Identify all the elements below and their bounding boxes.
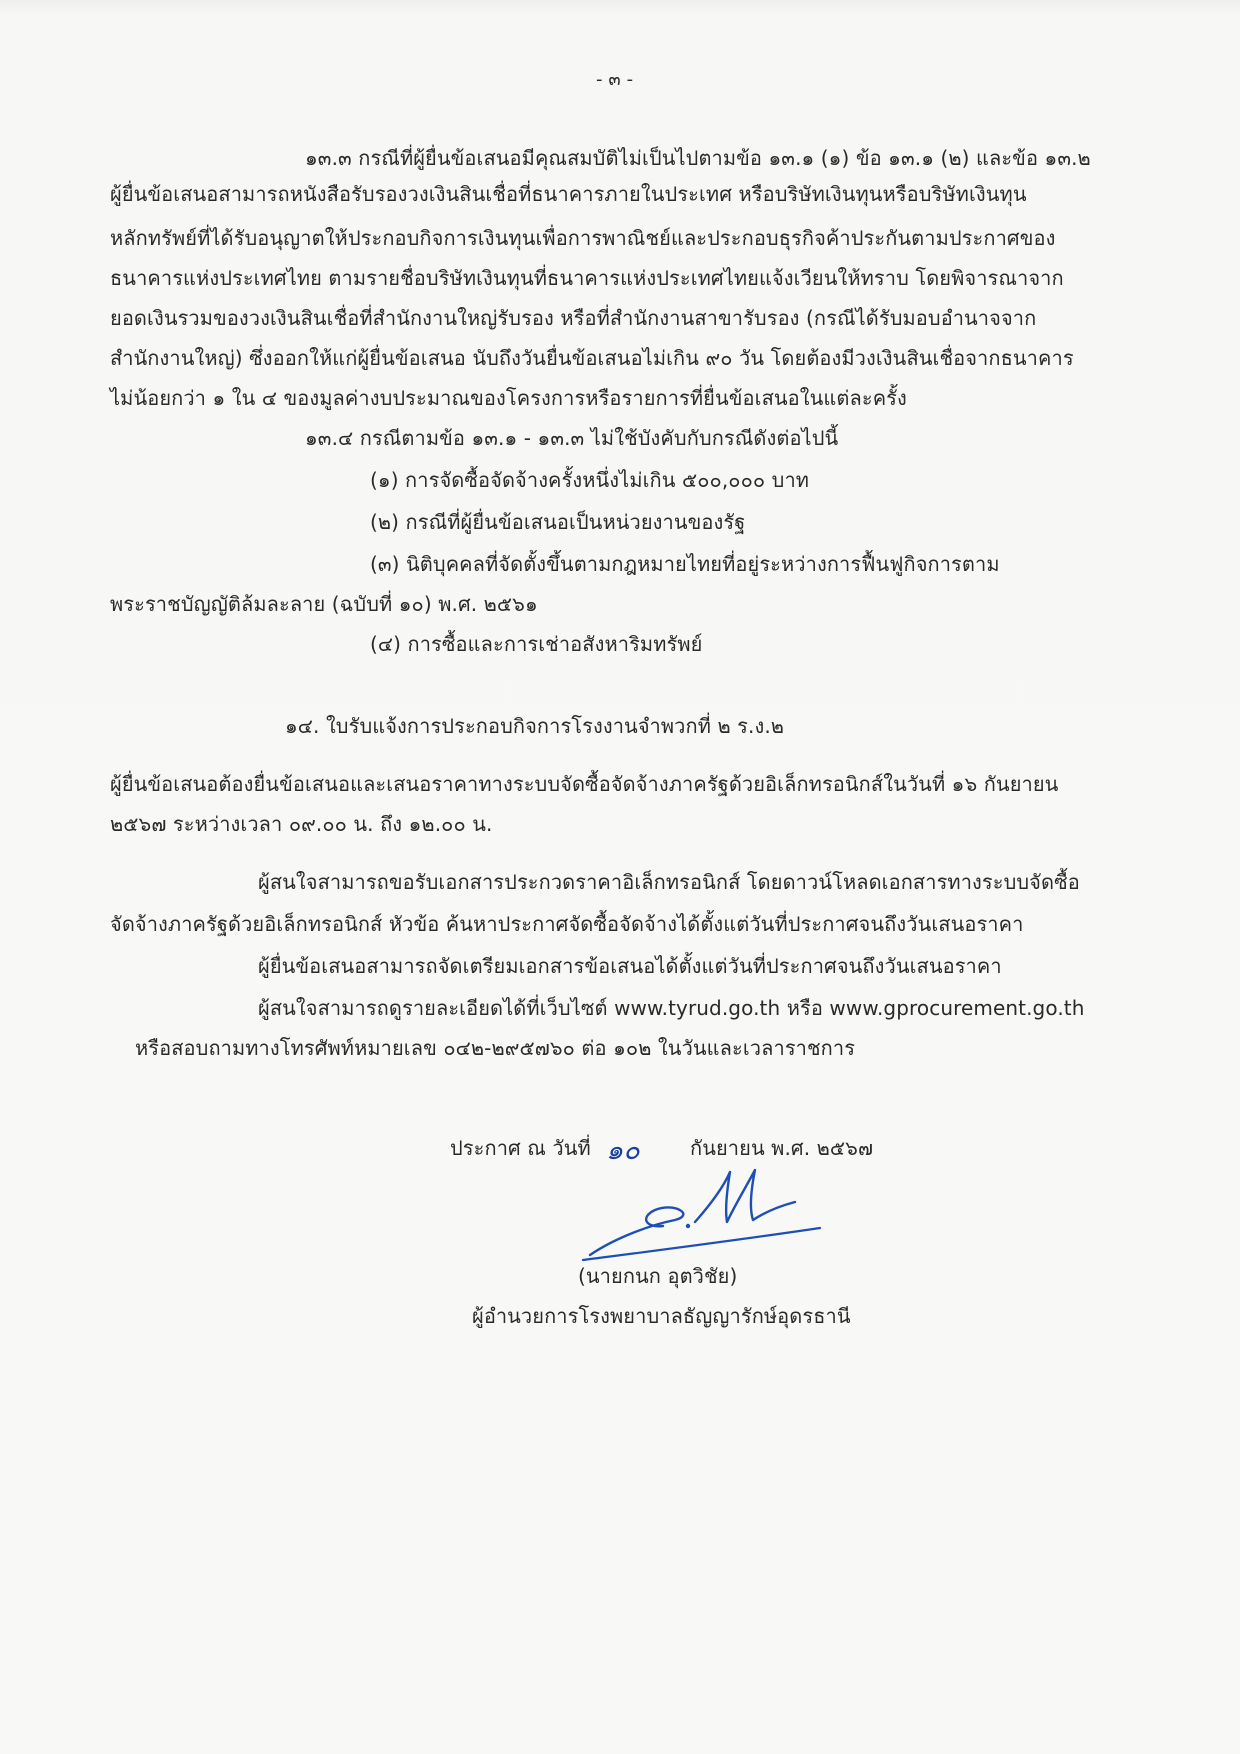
info-line-5: หรือสอบถามทางโทรศัพท์หมายเลข ๐๔๒-๒๙๕๗๖๐ ต่อ ๑๐๒ ในวันและเวลาราชการ [135, 1036, 856, 1060]
para-14-heading: ๑๔. ใบรับแจ้งการประกอบกิจการโรงงานจำพวกที่ ๒ ร.ง.๒ [285, 714, 785, 738]
para-13-3-line-7: ไม่น้อยกว่า ๑ ใน ๔ ของมูลค่างบประมาณของโครงการหรือรายการที่ยื่นข้อเสนอในแต่ละครั้ง [110, 386, 907, 410]
submission-line-2: ๒๕๖๗ ระหว่างเวลา ๐๙.๐๐ น. ถึง ๑๒.๐๐ น. [110, 812, 493, 836]
para-13-4-item-3: (๓) นิติบุคคลที่จัดตั้งขึ้นตามกฎหมายไทยที่อยู่ระหว่างการฟื้นฟูกิจการตาม [370, 552, 1000, 576]
announcement-prefix: ประกาศ ณ วันที่ [450, 1136, 591, 1160]
page-number: - ๓ - [596, 69, 634, 90]
handwritten-signature [555, 1160, 845, 1270]
info-line-2: จัดจ้างภาครัฐด้วยอิเล็กทรอนิกส์ หัวข้อ ค้นหาประกาศจัดซื้อจัดจ้างได้ตั้งแต่วันที่ประกาศจนถึงวันเสนอราคา [110, 912, 1024, 936]
signer-position: ผู้อำนวยการโรงพยาบาลธัญญารักษ์อุดรธานี [472, 1304, 851, 1328]
para-13-4-item-1: (๑) การจัดซื้อจัดจ้างครั้งหนึ่งไม่เกิน ๕๐๐,๐๐๐ บาท [370, 468, 810, 492]
para-13-3-line-3: หลักทรัพย์ที่ได้รับอนุญาตให้ประกอบกิจการเงินทุนเพื่อการพาณิชย์และประกอบธุรกิจค้าประกันตามประกาศของ [110, 226, 1056, 250]
handwritten-day: ๑๐ [606, 1135, 640, 1166]
info-line-4: ผู้สนใจสามารถดูรายละเอียดได้ที่เว็บไซต์ www.tyrud.go.th หรือ www.gprocurement.go.th [258, 996, 1085, 1020]
para-13-3-line-1: ๑๓.๓ กรณีที่ผู้ยื่นข้อเสนอมีคุณสมบัติไม่เป็นไปตามข้อ ๑๓.๑ (๑) ข้อ ๑๓.๑ (๒) และข้อ ๑๓.๒ [305, 146, 1091, 170]
signer-name: (นายกนก อุตวิชัย) [578, 1264, 738, 1288]
submission-line-1: ผู้ยื่นข้อเสนอต้องยื่นข้อเสนอและเสนอราคาทางระบบจัดซื้อจัดจ้างภาครัฐด้วยอิเล็กทรอนิกส์ในวันที่ ๑๖ กันยายน [110, 772, 1059, 796]
para-13-3-line-5: ยอดเงินรวมของวงเงินสินเชื่อที่สำนักงานใหญ่รับรอง หรือที่สำนักงานสาขารับรอง (กรณีได้รับมอบอำนาจจาก [110, 306, 1037, 330]
info-line-3: ผู้ยื่นข้อเสนอสามารถจัดเตรียมเอกสารข้อเสนอได้ตั้งแต่วันที่ประกาศจนถึงวันเสนอราคา [258, 954, 1002, 978]
info-line-1: ผู้สนใจสามารถขอรับเอกสารประกวดราคาอิเล็กทรอนิกส์ โดยดาวน์โหลดเอกสารทางระบบจัดซื้อ [258, 870, 1080, 894]
para-13-3-line-6: สำนักงานใหญ่) ซึ่งออกให้แก่ผู้ยื่นข้อเสนอ นับถึงวันยื่นข้อเสนอไม่เกิน ๙๐ วัน โดยต้องมีวงเงินสินเชื่อจากธนาคาร [110, 346, 1074, 370]
para-13-3-line-4: ธนาคารแห่งประเทศไทย ตามรายชื่อบริษัทเงินทุนที่ธนาคารแห่งประเทศไทยแจ้งเวียนให้ทราบ โดยพิจารณาจาก [110, 266, 1064, 290]
para-13-4-item-2: (๒) กรณีที่ผู้ยื่นข้อเสนอเป็นหน่วยงานของรัฐ [370, 510, 746, 534]
announcement-suffix: กันยายน พ.ศ. ๒๕๖๗ [690, 1136, 874, 1160]
para-13-4-heading: ๑๓.๔ กรณีตามข้อ ๑๓.๑ - ๑๓.๓ ไม่ใช้บังคับกับกรณีดังต่อไปนี้ [305, 426, 839, 450]
para-13-3-line-2: ผู้ยื่นข้อเสนอสามารถหนังสือรับรองวงเงินสินเชื่อที่ธนาคารภายในประเทศ หรือบริษัทเงินทุนหรือบริษัทเงินทุน [110, 182, 1027, 206]
para-13-4-item-3-cont: พระราชบัญญัติล้มละลาย (ฉบับที่ ๑๐) พ.ศ. ๒๕๖๑ [110, 592, 538, 616]
para-13-4-item-4: (๔) การซื้อและการเช่าอสังหาริมทรัพย์ [370, 632, 703, 656]
